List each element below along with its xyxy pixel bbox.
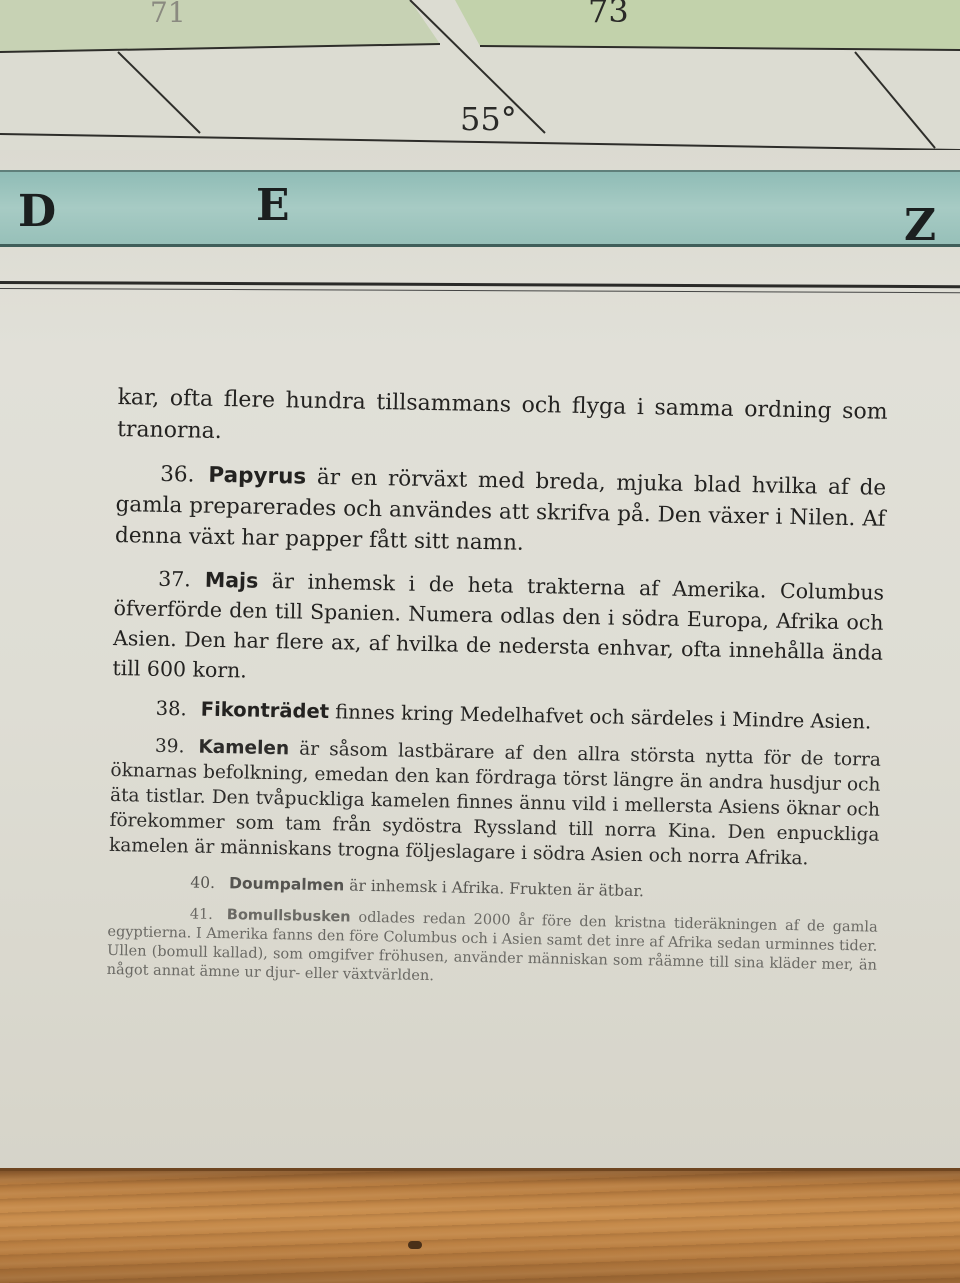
entry-number: 38. [155,696,187,721]
entry-body: är såsom lastbärare af den allra största nytta för de torra öknarnas befolkning, emedan den kan fördraga törst längre än andra husdjur och äta tistlar. Den tvåpuckliga kamelen finnes ännu vild i mellersta Asiens öknar och förekommer som tam från sydöstra Ryssland till norra Kina. Den enpuckliga kamelen är människans trogna följeslagare i södra Asien och norra Afrika. [108,738,882,870]
map-grid [0,0,960,150]
intro-paragraph: kar, ofta flere hundra tillsammans och flyga i samma ordning som tranorna. [116,384,888,444]
entry-39 [109,733,881,873]
wood-grain [0,1171,960,1283]
entry-term: Fikonträdet [200,697,330,724]
entry-number: 39. [154,735,185,758]
entry-40 [108,870,878,907]
band-letter-d: D [18,186,57,237]
map-number-71: 71 [150,0,186,29]
entry-term: Kamelen [198,736,290,760]
band-letter-e: E [256,180,290,231]
entry-41 [107,904,878,995]
entry-37 [112,563,884,698]
entry-body: är en rörväxt med breda, mjuka blad hvilka af de gamla preparerades och användes att skrifva på. Den växer i Nilen. Af denna växt har papper fått sitt namn. [114,464,887,556]
entry-term: Bomullsbusken [226,907,351,926]
divider-thin [0,288,960,293]
divider-thick [0,281,960,288]
entry-number: 41. [189,906,214,923]
entry-38 [111,695,881,736]
map-fragment [0,0,960,150]
grid-letter-band [0,170,960,251]
entry-36 [115,458,887,566]
legend-text [106,382,888,1007]
entry-body: är inhemsk i de heta trakterna af Amerika. Columbus öfverförde den till Spanien. Numera odlas den i södra Europa, Afrika och Asien. Den har flere ax, af hvilka de nedersta enhvar, ofta innehålla ända till 600 korn. [112,568,885,683]
entry-term: Doumpalmen [228,874,345,895]
entry-term: Papyrus [208,462,307,490]
wooden-frame [0,1168,960,1283]
entry-term: Majs [204,567,259,593]
entry-body: finnes kring Medelhafvet och särdeles i Mindre Asien. [328,700,872,734]
map-number-73: 73 [588,0,629,30]
entry-body: är inhemsk i Afrika. Frukten är ätbar. [344,876,645,901]
band-letter-z: Z [904,200,937,251]
entry-number: 37. [157,566,192,592]
nail-head [408,1241,422,1249]
entry-body: odlades redan 2000 år före den kristna tideräkningen af de gamla egyptierna. I Amerika fanns den före Columbus och i Asien samt det inre af Afrika sedan urminnes tider. Ullen (bomull kallad), som omgifver fröhusen, använder människan som råämne till sina kläder mer, än något annat ämne ur djur- eller växtvärlden. [106,909,878,985]
entry-number: 40. [190,873,216,892]
entry-number: 36. [159,461,195,488]
latitude-label: 55° [460,100,517,138]
